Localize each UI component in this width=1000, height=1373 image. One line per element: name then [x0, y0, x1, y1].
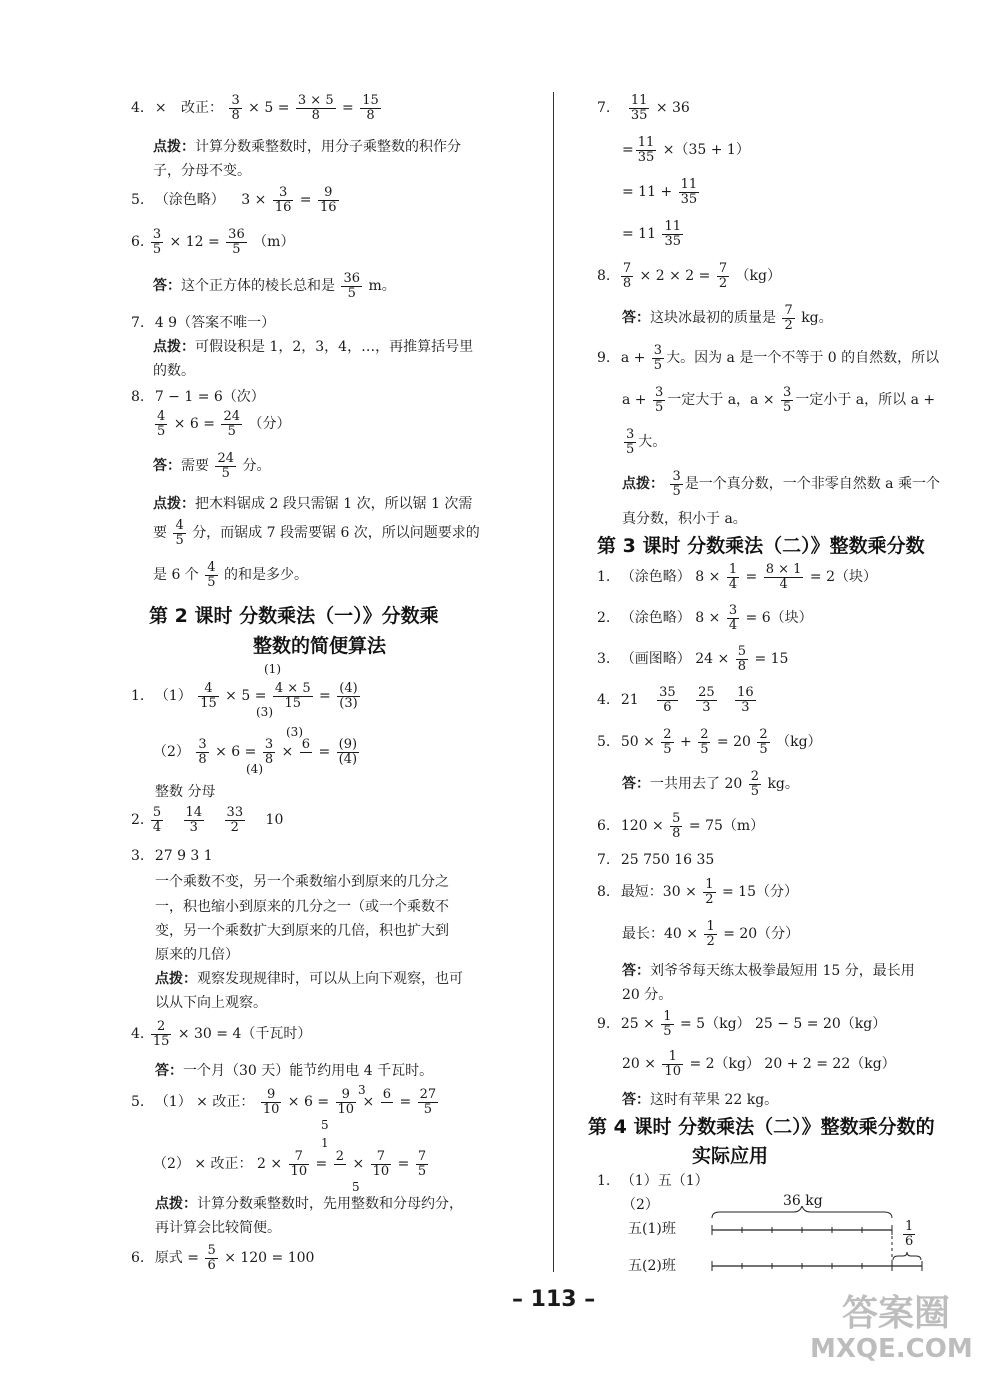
- question-number: 6.: [131, 234, 145, 251]
- answer-text: 刘爷爷每天练太极拳最短用 15 分，最长用: [650, 963, 915, 979]
- answer-text: 这块冰最初的质量是: [650, 310, 776, 327]
- answer-text: 20 分。: [622, 987, 673, 1003]
- tip: [622, 470, 940, 498]
- fraction: $\frac{14}{3}$: [185, 805, 203, 835]
- left-s2-q2: [131, 806, 283, 834]
- cancel-mark: (1): [264, 662, 281, 676]
- right-s3-q5: 5. 50 × $\frac{2}{5}$ + $\frac{2}{5}$ = 20 $\frac{2}{5}$ （kg）: [597, 727, 822, 757]
- question-number: 1.: [597, 569, 611, 586]
- tip-text: 以从下向上观察。: [155, 995, 267, 1011]
- fraction: $\frac{7}{10}$: [290, 1149, 308, 1179]
- fraction: $\frac{2}{5}$: [750, 769, 759, 799]
- wrong-mark: ×: [154, 100, 167, 117]
- equation-text: 20 ×: [622, 1056, 656, 1073]
- fraction: $\frac{7}{8}$: [622, 261, 632, 291]
- tip: [153, 519, 480, 547]
- fraction: $\frac{11}{35}$: [630, 93, 648, 123]
- fraction: $\frac{11}{35}$: [664, 219, 681, 249]
- tip-label: 点拨：: [155, 971, 197, 987]
- question-text: 7 − 1 = 6（次）: [154, 389, 265, 405]
- tip-text: 可假设积是 1，2，3，4，…，再推算括号里: [195, 339, 474, 355]
- fraction: $\frac{4}{5}$: [175, 518, 184, 548]
- fraction: $\frac{36}{5}$: [228, 227, 245, 257]
- section-heading: 第 4 课时 分数乘法（二）》整数乘分数的: [588, 1116, 935, 1138]
- right-s3-q4: [597, 686, 758, 714]
- answer: [153, 452, 270, 480]
- equation-text: = 2（kg） 20 + 2 = 22（kg）: [689, 1056, 896, 1073]
- right-s3-q1: 1. （涂色略） 8 × $\frac{1}{4}$ = $\frac{8 \times 1}{4}$ = 2（块）: [597, 562, 877, 592]
- fraction: $\frac{7}{5}$: [417, 1149, 427, 1179]
- fraction: $\frac{(4)}{(3)}$: [339, 681, 358, 711]
- fraction: $\frac{1}{2}$: [705, 877, 714, 907]
- fraction: $\frac{3}{5}$: [653, 343, 663, 373]
- left-q4: 4. × 改正： $\frac{3}{8}$ × 5 = $\frac{3 \times 5}{8}$ = $\frac{15}{8}$: [131, 93, 379, 123]
- cancel-mark: (3): [256, 705, 273, 719]
- fraction: $\frac{3}{5}$: [783, 385, 792, 415]
- question-number: 1.: [597, 1173, 611, 1189]
- equation-text: = 20（分）: [723, 926, 800, 943]
- fraction: $\frac{5}{8}$: [672, 811, 681, 841]
- answer: [622, 1089, 778, 1109]
- fraction: $\frac{7}{2}$: [718, 261, 728, 291]
- tip: [153, 336, 473, 356]
- extra-brace: [893, 1252, 921, 1260]
- fraction: 6: [382, 1087, 391, 1102]
- bar-total-label: 36 kg: [783, 1193, 823, 1209]
- fraction: $\frac{33}{2}$: [226, 805, 244, 835]
- question-number: 4.: [131, 100, 145, 117]
- left-q7: [131, 312, 275, 332]
- fraction: $\frac{24}{5}$: [223, 409, 240, 439]
- section-heading: 第 3 课时 分数乘法（二）》整数乘分数: [597, 535, 925, 557]
- question-text: （涂色略）: [154, 192, 225, 209]
- tip-text: 计算分数乘整数时，用分子乘整数的积作分: [195, 139, 461, 155]
- page-number: – 113 –: [512, 1287, 596, 1312]
- fraction: $\frac{24}{5}$: [217, 451, 234, 481]
- equation: = $\frac{11}{35}$ ×（35 + 1）: [622, 135, 750, 165]
- fraction-denominator: 6: [905, 1233, 914, 1249]
- tip-label: 点拨：: [155, 1196, 197, 1212]
- fraction: $\frac{5}{8}$: [737, 644, 746, 674]
- answer-text: 一个月（30 天）能节约用电 4 千瓦时。: [183, 1063, 434, 1079]
- tip-text: 子，分母不变。: [153, 163, 251, 179]
- question-number: 2.: [131, 812, 145, 829]
- answer-text: （1）五（1）: [620, 1173, 709, 1189]
- equation-text: × 30 = 4（千瓦时）: [177, 1026, 312, 1043]
- equation: [622, 178, 701, 206]
- fraction: $\frac{25}{3}$: [698, 685, 715, 715]
- fraction: $\frac{9}{10}$: [337, 1087, 355, 1117]
- right-q8: [597, 262, 781, 290]
- cancel-mark: 5: [321, 1118, 329, 1132]
- answer-line: [622, 428, 666, 456]
- answer-line: [622, 386, 935, 414]
- fraction: $\frac{3}{5}$: [152, 227, 162, 257]
- equation-text: 原式 =: [154, 1250, 199, 1267]
- fraction: $\frac{5}{4}$: [152, 805, 162, 835]
- equation-text: 最短：30 ×: [620, 884, 697, 901]
- answer: [622, 770, 799, 798]
- left-q6: 6. $\frac{3}{5}$ × 12 = $\frac{36}{5}$ （m）: [131, 227, 295, 257]
- fraction: $\frac{4 \times 5}{15}$: [274, 681, 311, 711]
- left-s2-q5: 5. （1） × 改正： $\frac{9}{10}$ × 6 = $\frac{9}{10}$ × 6 = $\frac{27}{5}$: [131, 1087, 437, 1117]
- question-number: 5.: [131, 192, 145, 209]
- question-number: 7.: [597, 852, 611, 868]
- equation-text: （涂色略） 8 ×: [620, 569, 721, 586]
- answer-label: 答：: [153, 458, 181, 475]
- equation: [622, 920, 799, 948]
- fraction: $\frac{4}{5}$: [207, 560, 216, 590]
- fraction: $\frac{36}{5}$: [343, 271, 360, 301]
- fraction: $\frac{1}{10}$: [664, 1049, 681, 1079]
- fraction: $\frac{15}{8}$: [362, 93, 379, 123]
- question-number: 8.: [131, 389, 145, 405]
- cancel-mark: 3: [358, 1083, 366, 1097]
- equation-text: = 75（m）: [688, 818, 765, 835]
- equation-text: = 15（分）: [722, 884, 798, 901]
- right-s3-q3: [597, 645, 788, 673]
- fraction: $\frac{3}{5}$: [626, 427, 635, 457]
- class-label: 五(2)班: [628, 1258, 676, 1274]
- answer: [153, 272, 396, 300]
- question-number: 3.: [597, 651, 611, 668]
- question-number: 5.: [597, 734, 611, 751]
- tip-label: 点拨：: [622, 476, 664, 493]
- section-heading: 实际应用: [692, 1145, 769, 1167]
- equation-text: = 11: [622, 226, 656, 243]
- watermark-logo: 答案圈: [842, 1293, 951, 1334]
- fraction: $\frac{11}{35}$: [637, 135, 655, 165]
- equation-text: （涂色略） 8 ×: [620, 610, 721, 627]
- tip-label: 点拨：: [153, 496, 195, 512]
- tip: [155, 1193, 463, 1213]
- fraction: $\frac{16}{3}$: [737, 685, 754, 715]
- equation-text: 120 ×: [620, 818, 664, 835]
- answer-label: 答：: [622, 1092, 650, 1108]
- tip-text: 把木料锯成 2 段只需锯 1 次，所以锯 1 次需: [195, 496, 473, 512]
- unit: （kg）: [776, 734, 822, 751]
- fraction: $\frac{2}{5}$: [700, 727, 709, 757]
- answer-text: 需要: [181, 458, 209, 475]
- right-q7: [597, 94, 690, 122]
- tip: [153, 136, 461, 156]
- section-heading: 整数的简便算法: [253, 635, 387, 657]
- tip-text: 计算分数乘整数时，先用整数和分母约分，: [197, 1196, 463, 1212]
- fraction: 2: [335, 1149, 345, 1164]
- part-label: （2）: [153, 744, 190, 761]
- left-s2-q1-part2: （2） $\frac{3}{8}$ × 6 = $\frac{3}{8}$ × 6 = $\frac{(9)}{(4)}$: [153, 737, 358, 767]
- question-number: 6.: [131, 1250, 145, 1267]
- unit: （kg）: [735, 268, 781, 285]
- question-number: 4.: [597, 692, 611, 709]
- part-label: （1） × 改正：: [154, 1094, 255, 1111]
- answer-text: 一个乘数不变，另一个乘数缩小到原来的几分之: [155, 874, 449, 890]
- question-number: 3.: [131, 848, 145, 864]
- equation: $\frac{4}{5}$ × 6 = $\frac{24}{5}$ （分）: [157, 409, 291, 439]
- answer-text: 25 750 16 35: [620, 852, 715, 868]
- cancel-mark: 1: [321, 1136, 329, 1150]
- fraction: $\frac{5}{6}$: [207, 1243, 216, 1273]
- fraction: $\frac{9}{16}$: [320, 185, 337, 215]
- unit: （分）: [248, 416, 291, 433]
- equation-text: 25 ×: [620, 1016, 655, 1033]
- tip-text: 观察发现规律时，可以从上向下观察，也可: [197, 971, 463, 987]
- left-s2-q4: [131, 1020, 311, 1048]
- question-text: 4 9（答案不唯一）: [154, 315, 276, 331]
- tip-text: 是一个真分数，一个非零自然数 a 乘一个: [684, 476, 940, 493]
- equation: [622, 1050, 896, 1078]
- question-number: 7.: [597, 100, 611, 117]
- fraction: $\frac{1}{5}$: [663, 1009, 672, 1039]
- fraction: $\frac{2}{5}$: [759, 727, 768, 757]
- left-s2-q5-part2: （2） × 改正： 2 × $\frac{7}{10}$ = 2 × $\frac{7}{10}$ = $\frac{7}{5}$: [153, 1149, 427, 1179]
- fraction: $\frac{3}{8}$: [231, 93, 240, 123]
- fraction: $\frac{27}{5}$: [419, 1087, 437, 1117]
- question-number: 8.: [597, 268, 611, 285]
- fraction: $\frac{35}{6}$: [659, 685, 676, 715]
- left-s2-q1: 1. （1） $\frac{4}{15}$ × 5 = $\frac{4 \times 5}{15}$ = $\frac{(4)}{(3)}$: [131, 681, 358, 711]
- question-number: 5.: [131, 1094, 145, 1111]
- total-brace: [712, 1206, 892, 1218]
- answer: [622, 304, 833, 332]
- answer-text: 10: [265, 812, 284, 829]
- answer: [155, 1060, 433, 1080]
- equation-text: = 6（块）: [745, 610, 813, 627]
- answer-text: 一，积也缩小到原来的几分之一（或一个乘数不: [155, 899, 449, 915]
- fraction: $\frac{11}{35}$: [680, 177, 698, 207]
- answer-text: 分。: [242, 458, 271, 475]
- right-s3-q9: [597, 1010, 886, 1038]
- question-number: 8.: [597, 884, 611, 901]
- correction-label: 改正：: [181, 100, 223, 117]
- equation-text: × 36: [655, 100, 690, 117]
- answer-text: 一定小于 a，所以 a +: [795, 392, 936, 409]
- tip-text: 再计算会比较简便。: [155, 1220, 281, 1236]
- fill-answer: 整数 分母: [155, 784, 216, 800]
- equation-text: = 5（kg） 25 − 5 = 20（kg）: [680, 1016, 887, 1033]
- equation-text: a +: [620, 350, 646, 367]
- fraction: $\frac{2}{15}$: [152, 1019, 170, 1049]
- right-s3-q7: [597, 852, 714, 868]
- tip: [153, 493, 472, 513]
- equation-text: = 11 +: [622, 184, 673, 201]
- answer-text: 一定大于 a，a ×: [667, 392, 775, 409]
- fraction: $\frac{3}{5}$: [672, 469, 681, 499]
- equation-text: 50 ×: [620, 734, 655, 751]
- answer-text: 这个正方体的棱长总和是: [181, 278, 335, 295]
- left-s2-q6: [131, 1244, 314, 1272]
- fraction: $\frac{3}{8}$: [264, 737, 274, 767]
- answer-label: 答：: [622, 963, 650, 979]
- equation-text: ×（35 + 1）: [662, 142, 750, 159]
- fraction: $\frac{(9)}{(4)}$: [338, 737, 358, 767]
- line-segment-diagram: [700, 1206, 930, 1276]
- answer-label: 答：: [622, 310, 650, 327]
- tip-text: 的和是多少。: [224, 567, 308, 584]
- fraction: $\frac{1}{4}$: [728, 562, 738, 592]
- left-q8: [131, 386, 265, 406]
- column-divider: [553, 92, 554, 1272]
- answer-text: kg。: [801, 310, 833, 327]
- answer-text: 21: [620, 692, 639, 709]
- fraction: $\frac{3 \times 5}{8}$: [297, 93, 334, 123]
- answer: [622, 960, 915, 980]
- class-label: 五(1)班: [628, 1221, 676, 1237]
- equation-text: = 15: [754, 651, 789, 668]
- watermark-url: MXQE.COM: [810, 1334, 973, 1364]
- right-s3-q8: [597, 878, 798, 906]
- tip-text: 是 6 个: [153, 567, 199, 584]
- answer-text: m。: [368, 278, 396, 295]
- unit: （m）: [253, 234, 295, 251]
- question-number: 2.: [597, 610, 611, 627]
- left-q5: 5. （涂色略） 3 × $\frac{3}{16}$ = $\frac{9}{16}$: [131, 185, 337, 215]
- right-s3-q2: [597, 604, 813, 632]
- tip-text: 分，而锯成 7 段需要锯 6 次，所以问题要求的: [192, 525, 480, 542]
- question-number: 9.: [597, 1016, 611, 1033]
- tip-text: 真分数，积小于 a。: [622, 511, 747, 527]
- equation-text: × 2 × 2 =: [639, 268, 711, 285]
- cancel-mark: (4): [246, 762, 263, 776]
- tip-label: 点拨：: [153, 339, 195, 355]
- equation-text: （画图略） 24 ×: [620, 651, 730, 668]
- part-label: （1）: [154, 688, 192, 705]
- fraction: $\frac{9}{10}$: [262, 1087, 280, 1117]
- question-number: 6.: [597, 818, 611, 835]
- question-number: 1.: [131, 688, 145, 705]
- fraction: $\frac{3}{16}$: [274, 185, 292, 215]
- fraction: $\frac{3}{8}$: [198, 737, 207, 767]
- tip: [153, 561, 308, 589]
- equation-text: × 120 = 100: [224, 1250, 315, 1267]
- question-number: 9.: [597, 350, 611, 367]
- equation: [622, 220, 685, 248]
- answer-text: 大。: [638, 434, 667, 451]
- fraction: $\frac{3}{4}$: [728, 603, 738, 633]
- equation-text: a +: [622, 392, 647, 409]
- part-label: （2） × 改正：: [153, 1156, 253, 1173]
- right-q9: [597, 344, 939, 372]
- fraction: $\frac{3}{5}$: [654, 385, 664, 415]
- tip-label: 点拨：: [153, 139, 195, 155]
- answer-label: 答：: [155, 1063, 183, 1079]
- fraction: $\frac{7}{2}$: [784, 303, 793, 333]
- answer-text: 大。因为 a 是一个不等于 0 的自然数，所以: [666, 350, 940, 367]
- tip-text: 要: [153, 525, 167, 542]
- answer-label: 答：: [622, 776, 650, 793]
- answer-text: 27 9 3 1: [154, 848, 213, 864]
- answer-text: 原来的几倍）: [155, 947, 239, 963]
- tip: [155, 968, 463, 988]
- cancel-mark: (3): [286, 725, 303, 739]
- right-s3-q6: [597, 812, 764, 840]
- fraction: 6: [301, 737, 311, 752]
- fraction: $\frac{7}{10}$: [372, 1149, 390, 1179]
- fraction: $\frac{4}{15}$: [200, 681, 217, 711]
- equation-text: = 2（块）: [809, 569, 877, 586]
- question-number: 4.: [131, 1026, 145, 1043]
- left-s2-q3: [131, 848, 213, 864]
- question-number: 7.: [131, 315, 145, 331]
- tip-text: 的数。: [153, 363, 195, 379]
- answer-text: 一共用去了 20: [650, 776, 743, 793]
- answer-text: 这时有苹果 22 kg。: [650, 1092, 779, 1108]
- answer-text: kg。: [767, 776, 799, 793]
- fraction: $\frac{1}{2}$: [706, 919, 715, 949]
- fraction-numerator: 1: [905, 1219, 914, 1234]
- section-heading: 第 2 课时 分数乘法（一）》分数乘: [149, 605, 439, 627]
- equation-text: 最长：40 ×: [622, 926, 698, 943]
- fraction: $\frac{2}{5}$: [663, 727, 672, 757]
- fraction: $\frac{4}{5}$: [157, 409, 166, 439]
- part-label: （2）: [622, 1197, 659, 1213]
- answer-text: 变，另一个乘数扩大到原来的几倍，积也扩大到: [155, 923, 449, 939]
- cancel-mark: 5: [352, 1180, 360, 1194]
- fraction: $\frac{8 \times 1}{4}$: [765, 562, 802, 592]
- answer-label: 答：: [153, 278, 181, 295]
- right-s4-q1: [597, 1170, 709, 1190]
